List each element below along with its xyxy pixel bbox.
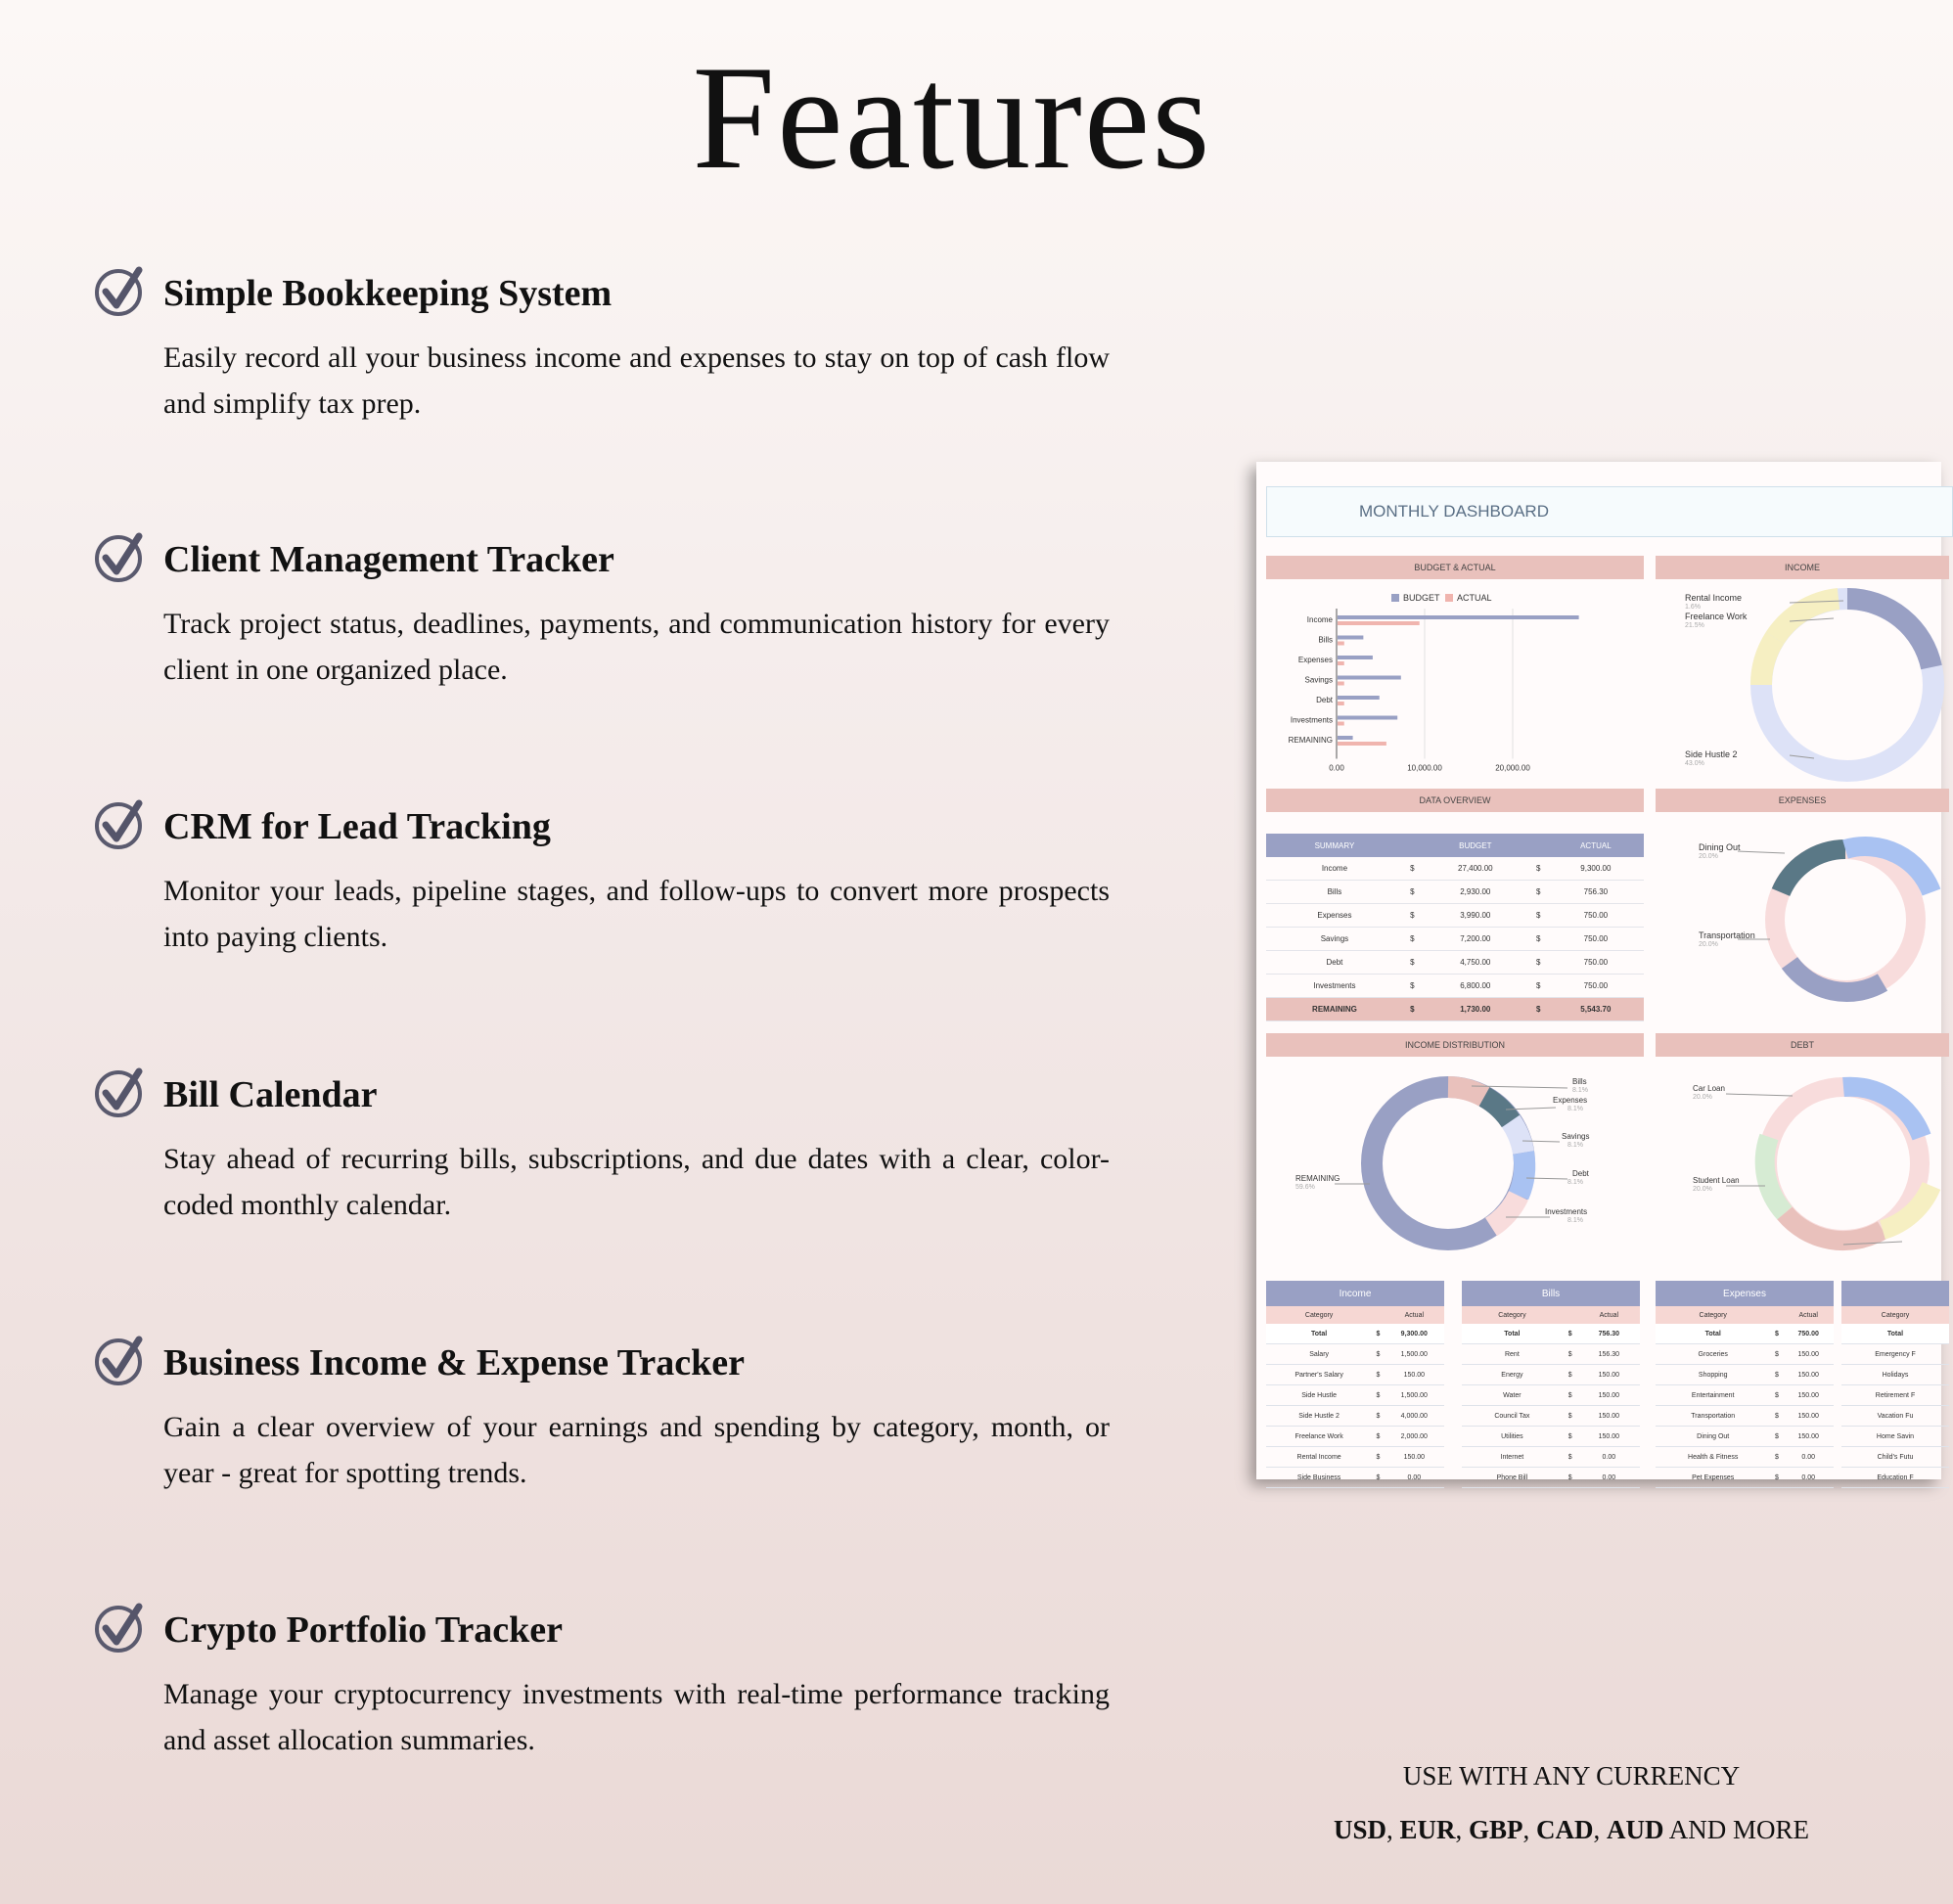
- debt-pct-car: 20.0%: [1693, 1094, 1712, 1101]
- tick-label: 10,000.00: [1407, 763, 1442, 773]
- feature-title: Simple Bookkeeping System: [163, 273, 613, 314]
- mini-table-row: Dining Out $ 150.00: [1656, 1427, 1834, 1447]
- col-actual: ACTUAL: [1548, 834, 1644, 857]
- dist-pct-expenses: 8.1%: [1567, 1106, 1583, 1112]
- mini-table-row: Home Savin: [1841, 1427, 1949, 1447]
- feature-description: Easily record all your business income and expenses to stay on top of cash flow and simplify tax prep.: [163, 341, 1110, 420]
- mini-table-row: Child's Futu: [1841, 1447, 1949, 1468]
- mini-table-row: Rental Income $ 150.00: [1266, 1447, 1444, 1468]
- feature-description: Stay ahead of recurring bills, subscriptions, and due dates with a clear, color-coded monthly calendar.: [163, 1143, 1110, 1221]
- mini-table-row: Salary $ 1,500.00: [1266, 1344, 1444, 1365]
- feature-title: Crypto Portfolio Tracker: [163, 1609, 564, 1651]
- mini-table-title: Bills: [1462, 1281, 1640, 1306]
- income-label-freelance: Freelance Work: [1685, 612, 1748, 621]
- income-label-side-hustle: Side Hustle 2: [1685, 749, 1738, 759]
- mini-table-row: Side Business $ 0.00: [1266, 1468, 1444, 1488]
- currency-code: GBP: [1468, 1815, 1523, 1844]
- section-income: INCOME: [1656, 556, 1949, 579]
- summary-table: [1266, 834, 1644, 1021]
- col-summary: SUMMARY: [1266, 834, 1403, 857]
- mini-table-row: Total: [1841, 1324, 1949, 1344]
- tick-label: 0.00: [1329, 763, 1344, 773]
- category-label: REMAINING: [1288, 736, 1333, 745]
- feature-description: Manage your cryptocurrency investments with real-time performance tracking and asset allocation summaries.: [163, 1678, 1110, 1756]
- mini-table-row: Retirement F: [1841, 1385, 1949, 1406]
- feature-title: CRM for Lead Tracking: [163, 806, 551, 847]
- feature-title: Bill Calendar: [163, 1074, 378, 1115]
- mini-table: Category Total Emergency F Holidays Retirement F Vacation Fu Home Savin Child's Futu Education F: [1841, 1281, 1949, 1488]
- dist-pct-debt: 8.1%: [1567, 1179, 1583, 1186]
- mini-table-row: Total $ 756.30: [1462, 1324, 1640, 1344]
- dist-label-remaining: REMAINING: [1295, 1174, 1340, 1183]
- dist-pct-investments: 8.1%: [1567, 1217, 1583, 1224]
- mini-table-row: Energy $ 150.00: [1462, 1365, 1640, 1385]
- currency-codes: USD, EUR, GBP, CAD, AUD AND MORE: [1333, 1815, 1810, 1844]
- currency-code: EUR: [1399, 1815, 1456, 1844]
- mini-table-row: Partner's Salary $ 150.00: [1266, 1365, 1444, 1385]
- feature-description: Gain a clear overview of your earnings and spending by category, month, or year - great for spotting trends.: [163, 1411, 1110, 1489]
- dist-label-debt: Debt: [1572, 1169, 1589, 1178]
- debt-label-car: Car Loan: [1693, 1084, 1725, 1093]
- income-distribution-donut: [1335, 1086, 1567, 1240]
- mini-table-row: Health & Fitness $ 0.00: [1656, 1447, 1834, 1468]
- mini-table-row: Total $ 9,300.00: [1266, 1324, 1444, 1344]
- mini-table-row: Freelance Work $ 2,000.00: [1266, 1427, 1444, 1447]
- mini-table-row: Council Tax $ 150.00: [1462, 1406, 1640, 1427]
- mini-table-row: Shopping $ 150.00: [1656, 1365, 1834, 1385]
- feature-title: Client Management Tracker: [163, 539, 614, 580]
- summary-row: Income $ 27,400.00 $ 9,300.00: [1266, 857, 1644, 881]
- debt-pct-student: 20.0%: [1693, 1186, 1712, 1193]
- check-circle-icon: [93, 1334, 146, 1386]
- mini-table-row: Entertainment $ 150.00: [1656, 1385, 1834, 1406]
- income-pct-side-hustle: 43.0%: [1685, 760, 1704, 767]
- section-debt: DEBT: [1656, 1033, 1949, 1057]
- dashboard-title: MONTHLY DASHBOARD: [1359, 502, 1549, 521]
- expenses-donut: [1738, 846, 1931, 992]
- mini-table-title: [1841, 1281, 1949, 1306]
- mini-table-row: Emergency F: [1841, 1344, 1949, 1365]
- category-label: Investments: [1290, 715, 1333, 725]
- debt-label-student: Student Loan: [1693, 1176, 1740, 1185]
- feature-description: Track project status, deadlines, payments, and communication history for every client in one organized place.: [163, 608, 1110, 686]
- mini-table-row: Water $ 150.00: [1462, 1385, 1640, 1406]
- mini-table-row: Vacation Fu: [1841, 1406, 1949, 1427]
- mini-table-row: Education F: [1841, 1468, 1949, 1488]
- section-income-distribution: INCOME DISTRIBUTION: [1266, 1033, 1644, 1057]
- col-budget: BUDGET: [1422, 834, 1529, 857]
- mini-table-row: Total $ 750.00: [1656, 1324, 1834, 1344]
- mini-table: Income Category Actual Total $ 9,300.00 Salary $ 1,500.00 Partner's Salary $ 150.00 Side Hustle $ 1,500.00 Side Hustle 2 $ 4,000.00 Freelance Work $ 2,000.00 Rental Income $ 150.00 Side Business $ 0.00: [1266, 1281, 1444, 1488]
- currency-code: AUD: [1607, 1815, 1664, 1844]
- currency-suffix: AND MORE: [1668, 1815, 1810, 1844]
- debt-donut: [1726, 1087, 1931, 1245]
- check-circle-icon: [93, 1065, 146, 1118]
- category-label: Income: [1306, 615, 1333, 624]
- summary-row: Expenses $ 3,990.00 $ 750.00: [1266, 904, 1644, 928]
- expenses-pct-transport: 20.0%: [1699, 941, 1718, 948]
- mini-table-row: Pet Expenses $ 0.00: [1656, 1468, 1834, 1488]
- mini-table-title: Expenses: [1656, 1281, 1834, 1306]
- dist-pct-bills: 8.1%: [1572, 1087, 1588, 1094]
- check-circle-icon: [93, 1601, 146, 1654]
- dist-pct-savings: 8.1%: [1567, 1142, 1583, 1149]
- mini-table-row: Side Hustle $ 1,500.00: [1266, 1385, 1444, 1406]
- mini-table-row: Transportation $ 150.00: [1656, 1406, 1834, 1427]
- dist-label-savings: Savings: [1562, 1132, 1590, 1141]
- category-label: Savings: [1304, 675, 1333, 685]
- income-pct-rental: 1.6%: [1685, 604, 1701, 611]
- income-label-rental: Rental Income: [1685, 593, 1743, 603]
- mini-table-row: Phone Bill $ 0.00: [1462, 1468, 1640, 1488]
- income-pct-freelance: 21.5%: [1685, 622, 1704, 629]
- check-circle-icon: [93, 264, 146, 317]
- mini-table-row: Rent $ 156.30: [1462, 1344, 1640, 1365]
- dashboard-mockup: [1256, 462, 1941, 1479]
- income-donut: [1761, 599, 1933, 771]
- category-label: Debt: [1316, 696, 1333, 704]
- mini-table-row: Holidays: [1841, 1365, 1949, 1385]
- currency-note: USE WITH ANY CURRENCY: [1402, 1761, 1741, 1791]
- check-circle-icon: [93, 797, 146, 850]
- category-label: Bills: [1318, 635, 1333, 645]
- mini-table-title: Income: [1266, 1281, 1444, 1306]
- dist-label-bills: Bills: [1572, 1077, 1587, 1086]
- dist-label-investments: Investments: [1545, 1207, 1588, 1216]
- feature-description: Monitor your leads, pipeline stages, and follow-ups to convert more prospects into paying clients.: [163, 875, 1110, 953]
- summary-row: Savings $ 7,200.00 $ 750.00: [1266, 928, 1644, 951]
- expenses-label-dining: Dining Out: [1699, 842, 1741, 852]
- summary-row: Investments $ 6,800.00 $ 750.00: [1266, 975, 1644, 998]
- page-title: Features: [692, 35, 1212, 200]
- category-label: Expenses: [1297, 656, 1333, 664]
- summary-row: Bills $ 2,930.00 $ 756.30: [1266, 881, 1644, 904]
- dist-pct-remaining: 59.6%: [1295, 1184, 1315, 1191]
- summary-row: REMAINING $ 1,730.00 $ 5,543.70: [1266, 998, 1644, 1021]
- currency-code: USD: [1333, 1815, 1386, 1844]
- mini-table-row: Groceries $ 150.00: [1656, 1344, 1834, 1365]
- section-data-overview: DATA OVERVIEW: [1266, 789, 1644, 812]
- feature-title: Business Income & Expense Tracker: [163, 1342, 745, 1383]
- currency-code: CAD: [1536, 1815, 1594, 1844]
- section-budget-actual: BUDGET & ACTUAL: [1266, 556, 1644, 579]
- expenses-pct-dining: 20.0%: [1699, 853, 1718, 860]
- tick-label: 20,000.00: [1495, 763, 1530, 773]
- legend-actual-label: ACTUAL: [1457, 593, 1492, 603]
- legend-budget-label: BUDGET: [1403, 593, 1440, 603]
- mini-table-row: Utilities $ 150.00: [1462, 1427, 1640, 1447]
- expenses-label-transport: Transportation: [1699, 930, 1755, 940]
- mini-table: Expenses Category Actual Total $ 750.00 Groceries $ 150.00 Shopping $ 150.00 Entertainment $ 150.00 Transportation $ 150.00 Dining Out $ 150.00 Health & Fitness $ 0.00 Pet Expenses $ 0.00: [1656, 1281, 1834, 1488]
- mini-table-row: Side Hustle 2 $ 4,000.00: [1266, 1406, 1444, 1427]
- section-expenses: EXPENSES: [1656, 789, 1949, 812]
- summary-row: Debt $ 4,750.00 $ 750.00: [1266, 951, 1644, 975]
- mini-table-row: Internet $ 0.00: [1462, 1447, 1640, 1468]
- mini-table: Bills Category Actual Total $ 756.30 Rent $ 156.30 Energy $ 150.00 Water $ 150.00 Council Tax $ 150.00 Utilities $ 150.00 Internet $ 0.00 Phone Bill $ 0.00: [1462, 1281, 1640, 1488]
- dist-label-expenses: Expenses: [1553, 1096, 1588, 1105]
- check-circle-icon: [93, 530, 146, 583]
